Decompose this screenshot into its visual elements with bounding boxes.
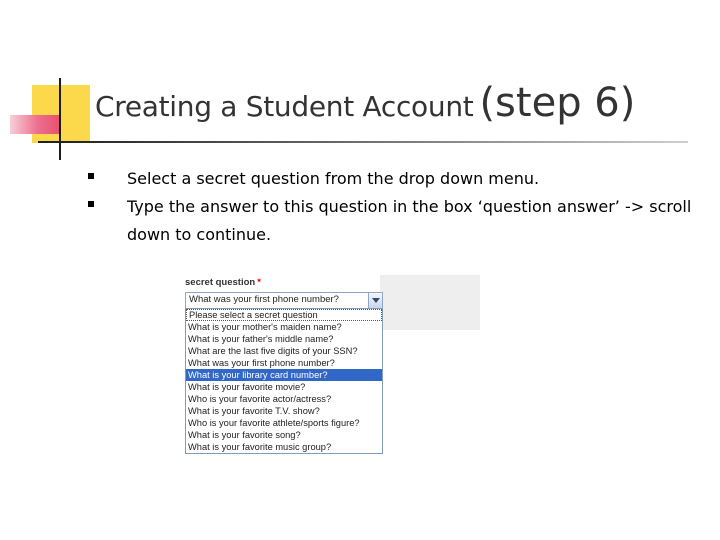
select-current-value: What was your first phone number? [189, 294, 339, 305]
secret-question-options [185, 308, 383, 454]
secret-question-label [185, 277, 261, 288]
slide-title-main: Creating a Student Account [95, 90, 474, 123]
bullet-text: Type the answer to this question in the box ‘question answer’ -> scroll down to continue. [127, 197, 692, 244]
bullet-text: Select a secret question from the drop down menu. [127, 169, 540, 188]
dropdown-option[interactable]: What is your father's middle name? [188, 334, 334, 344]
dropdown-option[interactable]: What is your library card number? [186, 369, 382, 381]
screenshot-background [380, 275, 480, 330]
secret-question-screenshot [180, 270, 480, 455]
chevron-down-icon[interactable] [368, 293, 382, 308]
dropdown-option[interactable]: Please select a secret question [186, 309, 382, 321]
secret-question-label-text: secret question [185, 277, 256, 288]
dropdown-option[interactable]: What is your mother's maiden name? [188, 322, 342, 332]
slide-title-step: (step 6) [479, 80, 636, 126]
dropdown-option[interactable]: What is your favorite movie? [188, 382, 306, 392]
title-decoration-vertical-line [59, 78, 61, 160]
bullet-square-icon [88, 201, 94, 207]
dropdown-option[interactable]: What is your favorite T.V. show? [188, 406, 320, 416]
dropdown-option[interactable]: What is your favorite music group? [188, 442, 332, 452]
dropdown-option[interactable]: What are the last five digits of your SSN? [188, 346, 358, 356]
title-underline [38, 141, 688, 143]
dropdown-option[interactable]: Who is your favorite athlete/sports figure? [188, 418, 360, 428]
title-decoration-square [32, 85, 90, 143]
bullet-square-icon [88, 173, 94, 179]
slide-title [95, 80, 635, 126]
dropdown-option[interactable]: What is your favorite song? [188, 430, 301, 440]
required-asterisk: * [257, 277, 261, 288]
title-decoration-bar [10, 115, 60, 134]
dropdown-option[interactable]: What was your first phone number? [188, 358, 335, 368]
dropdown-option[interactable]: Who is your favorite actor/actress? [188, 394, 332, 404]
secret-question-select[interactable] [185, 292, 383, 309]
